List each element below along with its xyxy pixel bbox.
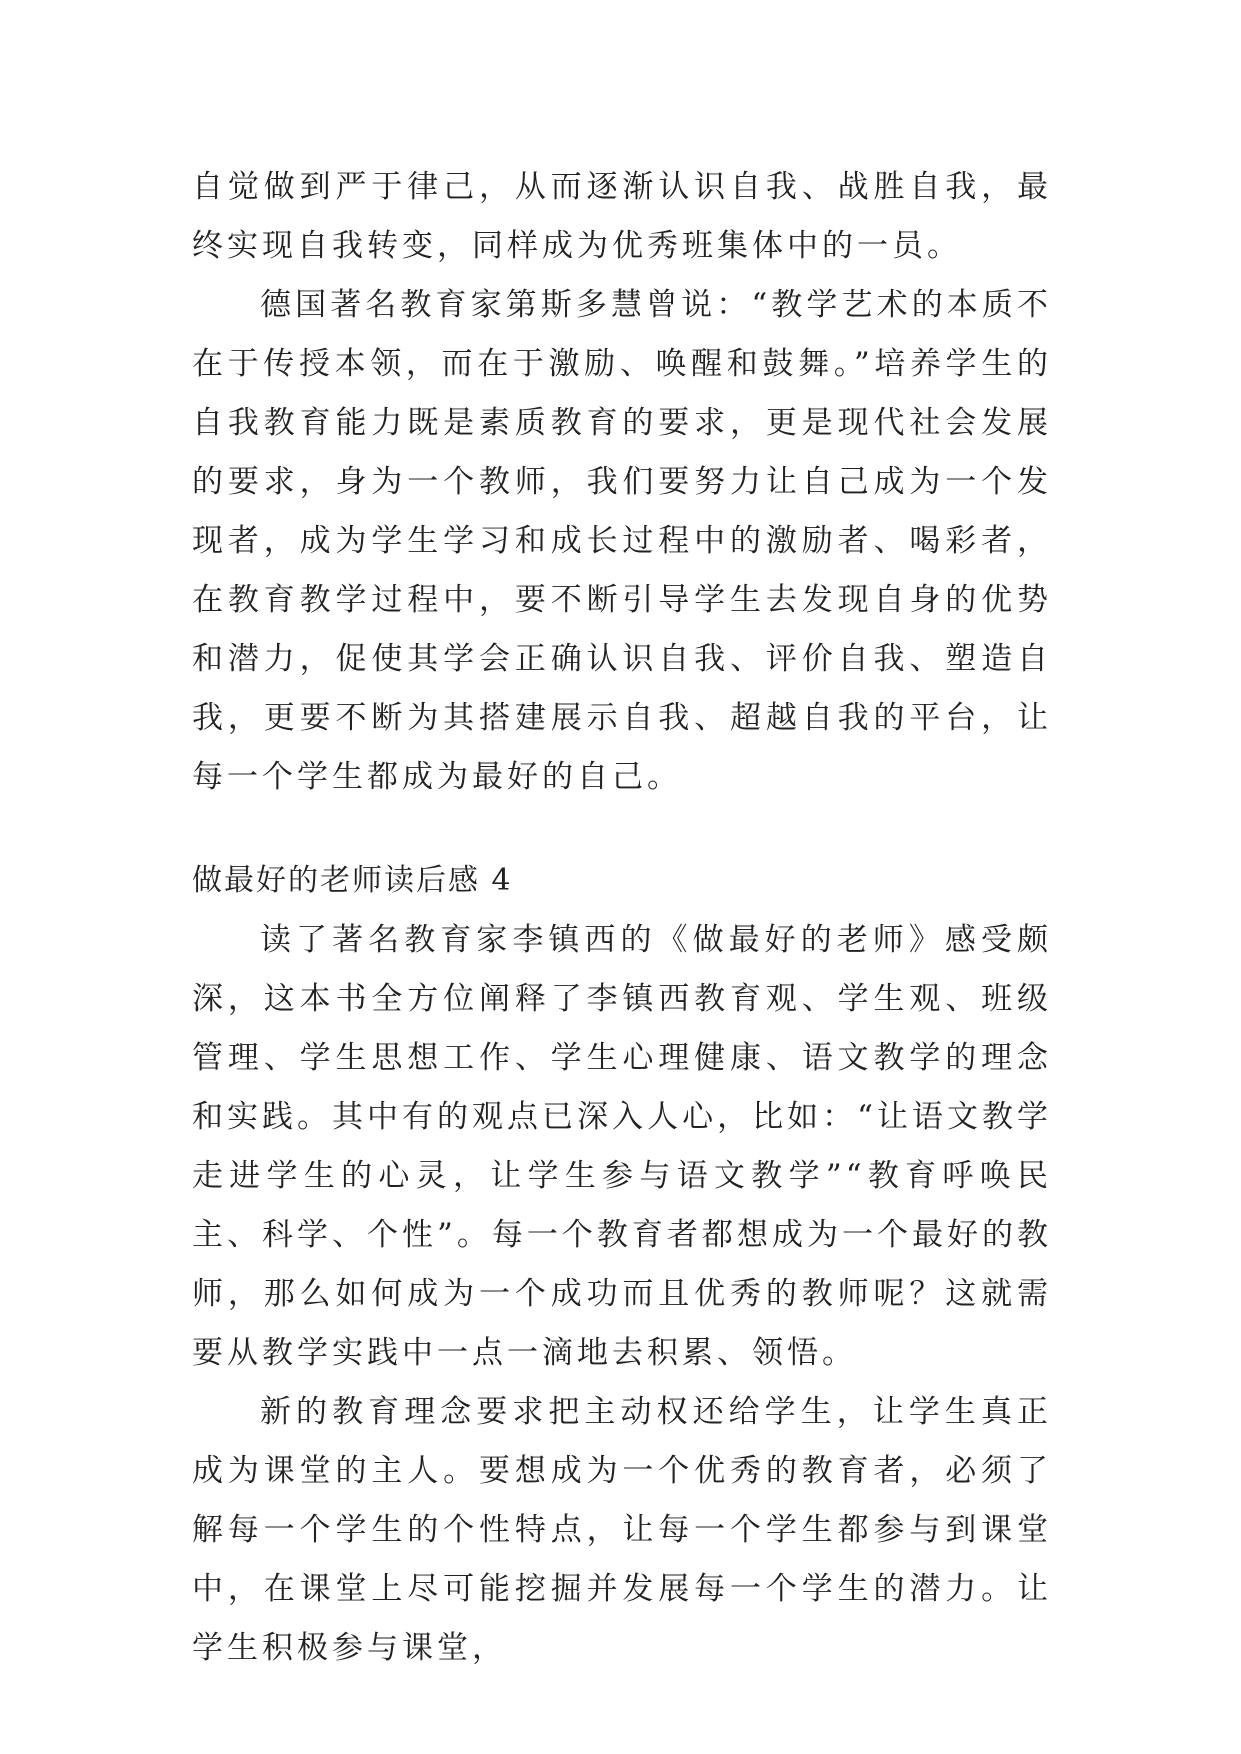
section-paragraph-1: 读了著名教育家李镇西的《做最好的老师》感受颇深，这本书全方位阐释了李镇西教育观、学生观、班级管理、学生思想工作、学生心理健康、语文教学的理念和实践。其中有的观点已深入人心，比如：“让语文教学走进学生的心灵，让学生参与语文教学”“教育呼唤民主、科学、个性”。每一个教育者都想成为一个最好的教师，那么如何成为一个成功而且优秀的教师呢？这就需要从教学实践中一点一滴地去积累、领悟。 bbox=[192, 922, 1052, 1371]
document-body bbox=[192, 158, 1052, 1678]
paragraph-continuation: 自觉做到严于律己，从而逐渐认识自我、战胜自我，最终实现自我转变，同样成为优秀班集体中的一员。 bbox=[192, 169, 1052, 264]
section-paragraph-2: 新的教育理念要求把主动权还给学生，让学生真正成为课堂的主人。要想成为一个优秀的教育者，必须了解每一个学生的个性特点，让每一个学生都参与到课堂中，在课堂上尽可能挖掘并发展每一个学生的潜力。让学生积极参与课堂， bbox=[192, 1394, 1052, 1666]
paragraph-quote: 德国著名教育家第斯多慧曾说：“教学艺术的本质不在于传授本领，而在于激励、唤醒和鼓舞。”培养学生的自我教育能力既是素质教育的要求，更是现代社会发展的要求，身为一个教师，我们要努力让自己成为一个发现者，成为学生学习和成长过程中的激励者、喝彩者，在教育教学过程中，要不断引导学生去发现自身的优势和潜力，促使其学会正确认识自我、评价自我、塑造自我，更要不断为其搭建展示自我、超越自我的平台，让每一个学生都成为最好的自己。 bbox=[192, 287, 1052, 795]
section-heading: 做最好的老师读后感 4 bbox=[192, 863, 513, 898]
